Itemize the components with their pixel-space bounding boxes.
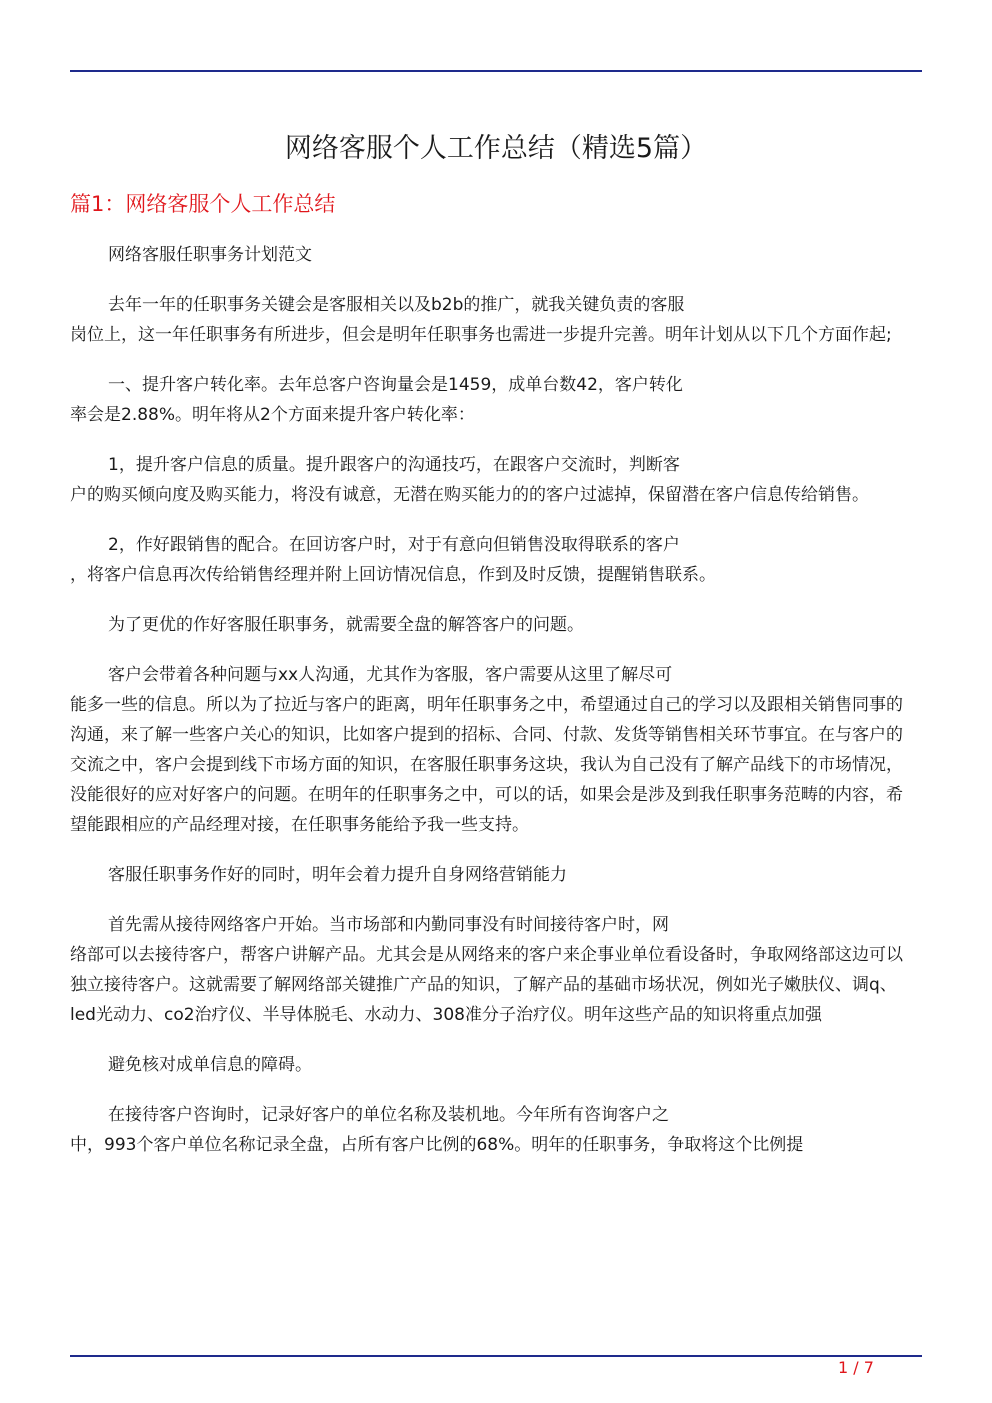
paragraph — [70, 370, 912, 430]
paragraph-rest: 岗位上，这一年任职事务有所进步，但会是明年任职事务也需进一步提升完善。明年计划从以下几个方面作起; — [70, 325, 892, 345]
paragraph-lead: 客户会带着各种问题与xx人沟通，尤其作为客服，客户需要从这里了解尽可 — [108, 665, 673, 685]
paragraph — [70, 290, 912, 350]
paragraph-lead: 一、提升客户转化率。去年总客户咨询量会是1459，成单台数42，客户转化 — [108, 375, 683, 395]
paragraph-rest: 率会是2.88%。明年将从2个方面来提升客户转化率： — [70, 405, 475, 425]
paragraph-lead: 去年一年的任职事务关键会是客服相关以及b2b的推广，就我关键负责的客服 — [108, 295, 685, 315]
paragraph-lead: 避免核对成单信息的障碍。 — [108, 1055, 312, 1075]
paragraph-lead: 1，提升客户信息的质量。提升跟客户的沟通技巧，在跟客户交流时，判断客 — [108, 455, 680, 475]
paragraph — [70, 910, 912, 1030]
paragraph — [70, 450, 912, 510]
paragraph — [70, 660, 912, 840]
paragraph — [70, 240, 912, 270]
paragraph-lead: 为了更优的作好客服任职事务，就需要全盘的解答客户的问题。 — [108, 615, 584, 635]
document-title: 网络客服个人工作总结（精选5篇） — [284, 133, 708, 164]
header-rule — [70, 70, 922, 72]
paragraph-rest: 络部可以去接待客户，帮客户讲解产品。尤其会是从网络来的客户来企事业单位看设备时，争取网络部这边可以独立接待客户。这就需要了解网络部关键推广产品的知识，了解产品的基础市场状况，例如光子嫩肤仪、调q、led光动力、co2治疗仪、半导体脱毛、水动力、308准分子治疗仪。明年这些产品的知识将重点加强 — [70, 945, 903, 1025]
paragraph — [70, 530, 912, 590]
paragraph-lead: 首先需从接待网络客户开始。当市场部和内勤同事没有时间接待客户时，网 — [108, 915, 669, 935]
footer-rule — [70, 1355, 922, 1357]
document-body — [70, 240, 912, 1180]
paragraph-lead: 在接待客户咨询时，记录好客户的单位名称及装机地。今年所有咨询客户之 — [108, 1105, 669, 1125]
paragraph-lead: 客服任职事务作好的同时，明年会着力提升自身网络营销能力 — [108, 865, 567, 885]
paragraph — [70, 1100, 912, 1160]
paragraph-lead: 网络客服任职事务计划范文 — [108, 245, 312, 265]
paragraph — [70, 1050, 912, 1080]
paragraph-lead: 2，作好跟销售的配合。在回访客户时，对于有意向但销售没取得联系的客户 — [108, 535, 680, 555]
paragraph — [70, 860, 912, 890]
paragraph — [70, 610, 912, 640]
paragraph-rest: 户的购买倾向度及购买能力，将没有诚意，无潜在购买能力的的客户过滤掉，保留潜在客户信息传给销售。 — [70, 485, 869, 505]
page-number: 1 / 7 — [838, 1358, 874, 1377]
paragraph-rest: 能多一些的信息。所以为了拉近与客户的距离，明年任职事务之中，希望通过自己的学习以及跟相关销售同事的沟通，来了解一些客户关心的知识，比如客户提到的招标、合同、付款、发货等销售相关环节事宜。在与客户的交流之中，客户会提到线下市场方面的知识，在客服任职事务这块，我认为自己没有了解产品线下的市场情况，没能很好的应对好客户的问题。在明年的任职事务之中，可以的话，如果会是涉及到我任职事务范畴的内容，希望能跟相应的产品经理对接，在任职事务能给予我一些支持。 — [70, 695, 903, 835]
section-heading: 篇1：网络客服个人工作总结 — [70, 192, 336, 216]
paragraph-rest: 中，993个客户单位名称记录全盘，占所有客户比例的68%。明年的任职事务，争取将这个比例提 — [70, 1135, 804, 1155]
paragraph-rest: ，将客户信息再次传给销售经理并附上回访情况信息，作到及时反馈，提醒销售联系。 — [70, 565, 716, 585]
